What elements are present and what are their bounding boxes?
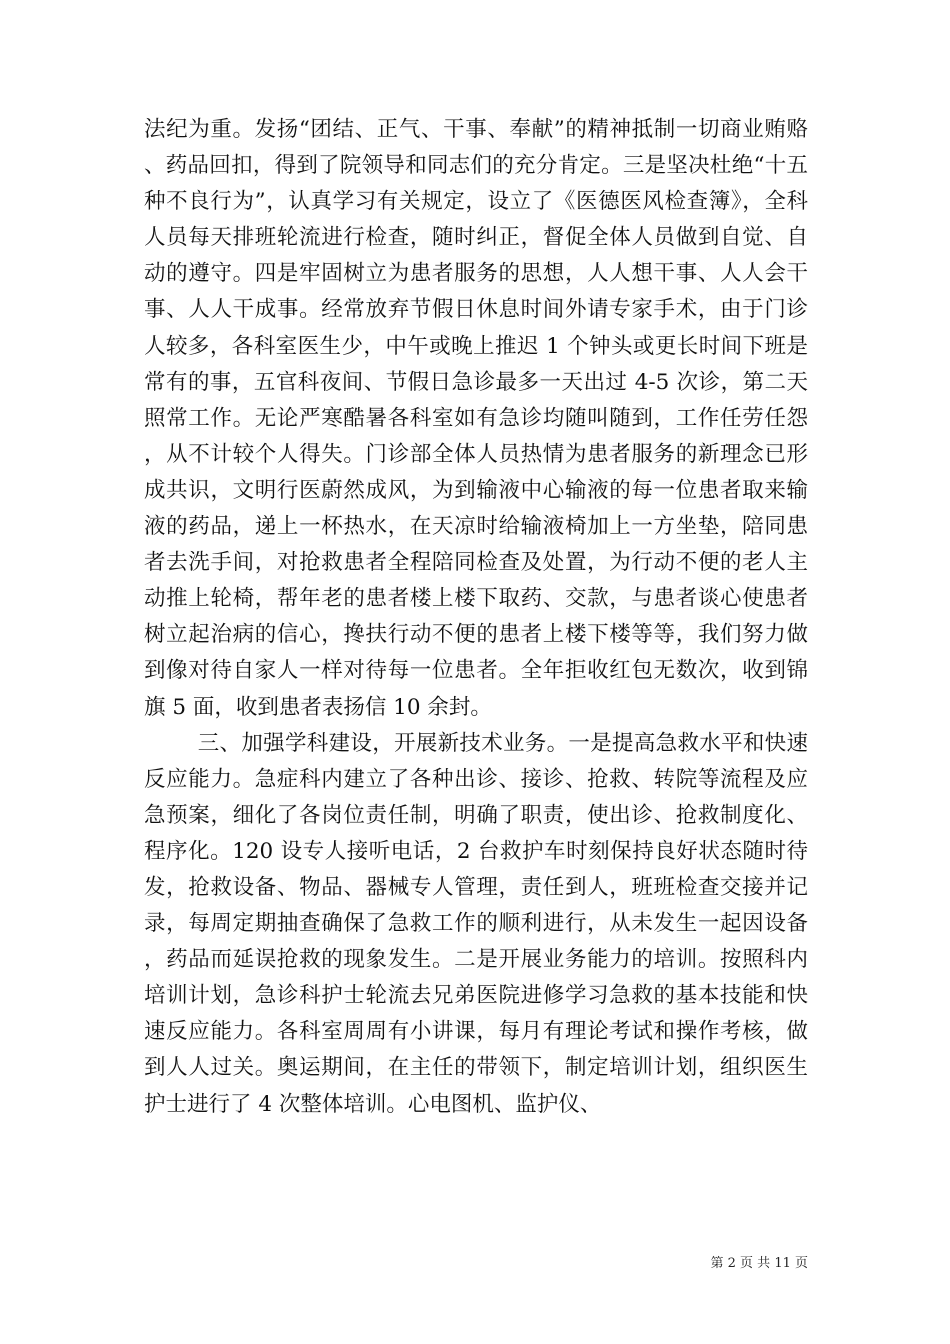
document-body bbox=[144, 112, 808, 1123]
body-paragraph-1: 法纪为重。发扬“团结、正气、干事、奉献”的精神抵制一切商业贿赂、药品回扣，得到了院领导和同志们的充分肯定。三是坚决杜绝“十五种不良行为”，认真学习有关规定，设立了《医德医风检查簿》，全科人员每天排班轮流进行检查，随时纠正，督促全体人员做到自觉、自动的遵守。四是牢固树立为患者服务的思想，人人想干事、人人会干事、人人干成事。经常放弃节假日休息时间外请专家手术，由于门诊人较多，各科室医生少，中午或晚上推迟 1 个钟头或更长时间下班是常有的事，五官科夜间、节假日急诊最多一天出过 4-5 次诊，第二天照常工作。无论严寒酷暑各科室如有急诊均随叫随到，工作任劳任怨，从不计较个人得失。门诊部全体人员热情为患者服务的新理念已形成共识，文明行医蔚然成风，为到输液中心输液的每一位患者取来输液的药品，递上一杯热水，在天凉时给输液椅加上一方坐垫，陪同患者去洗手间，对抢救患者全程陪同检查及处置，为行动不便的老人主动推上轮椅，帮年老的患者楼上楼下取药、交款，与患者谈心使患者树立起治病的信心，搀扶行动不便的患者上楼下楼等等，我们努力做到像对待自家人一样对待每一位患者。全年拒收红包无数次，收到锦旗 5 面，收到患者表扬信 10 余封。 bbox=[144, 117, 808, 720]
page-number: 第 2 页 共 11 页 bbox=[710, 1256, 808, 1271]
body-paragraph-2: 三、加强学科建设，开展新技术业务。一是提高急救水平和快速反应能力。急症科内建立了各种出诊、接诊、抢救、转院等流程及应急预案，细化了各岗位责任制，明确了职责，使出诊、抢救制度化、程序化。120 设专人接听电话，2 台救护车时刻保持良好状态随时待发，抢救设备、物品、器械专人管理，责任到人，班班检查交接并记录，每周定期抽查确保了急救工作的顺利进行，从未发生一起因设备，药品而延误抢救的现象发生。二是开展业务能力的培训。按照科内培训计划，急诊科护士轮流去兄弟医院进修学习急救的基本技能和快速反应能力。各科室周周有小讲课，每月有理论考试和操作考核，做到人人过关。奥运期间，在主任的带领下，制定培训计划，组织医生护士进行了 4 次整体培训。心电图机、监护仪、 bbox=[144, 730, 808, 1117]
